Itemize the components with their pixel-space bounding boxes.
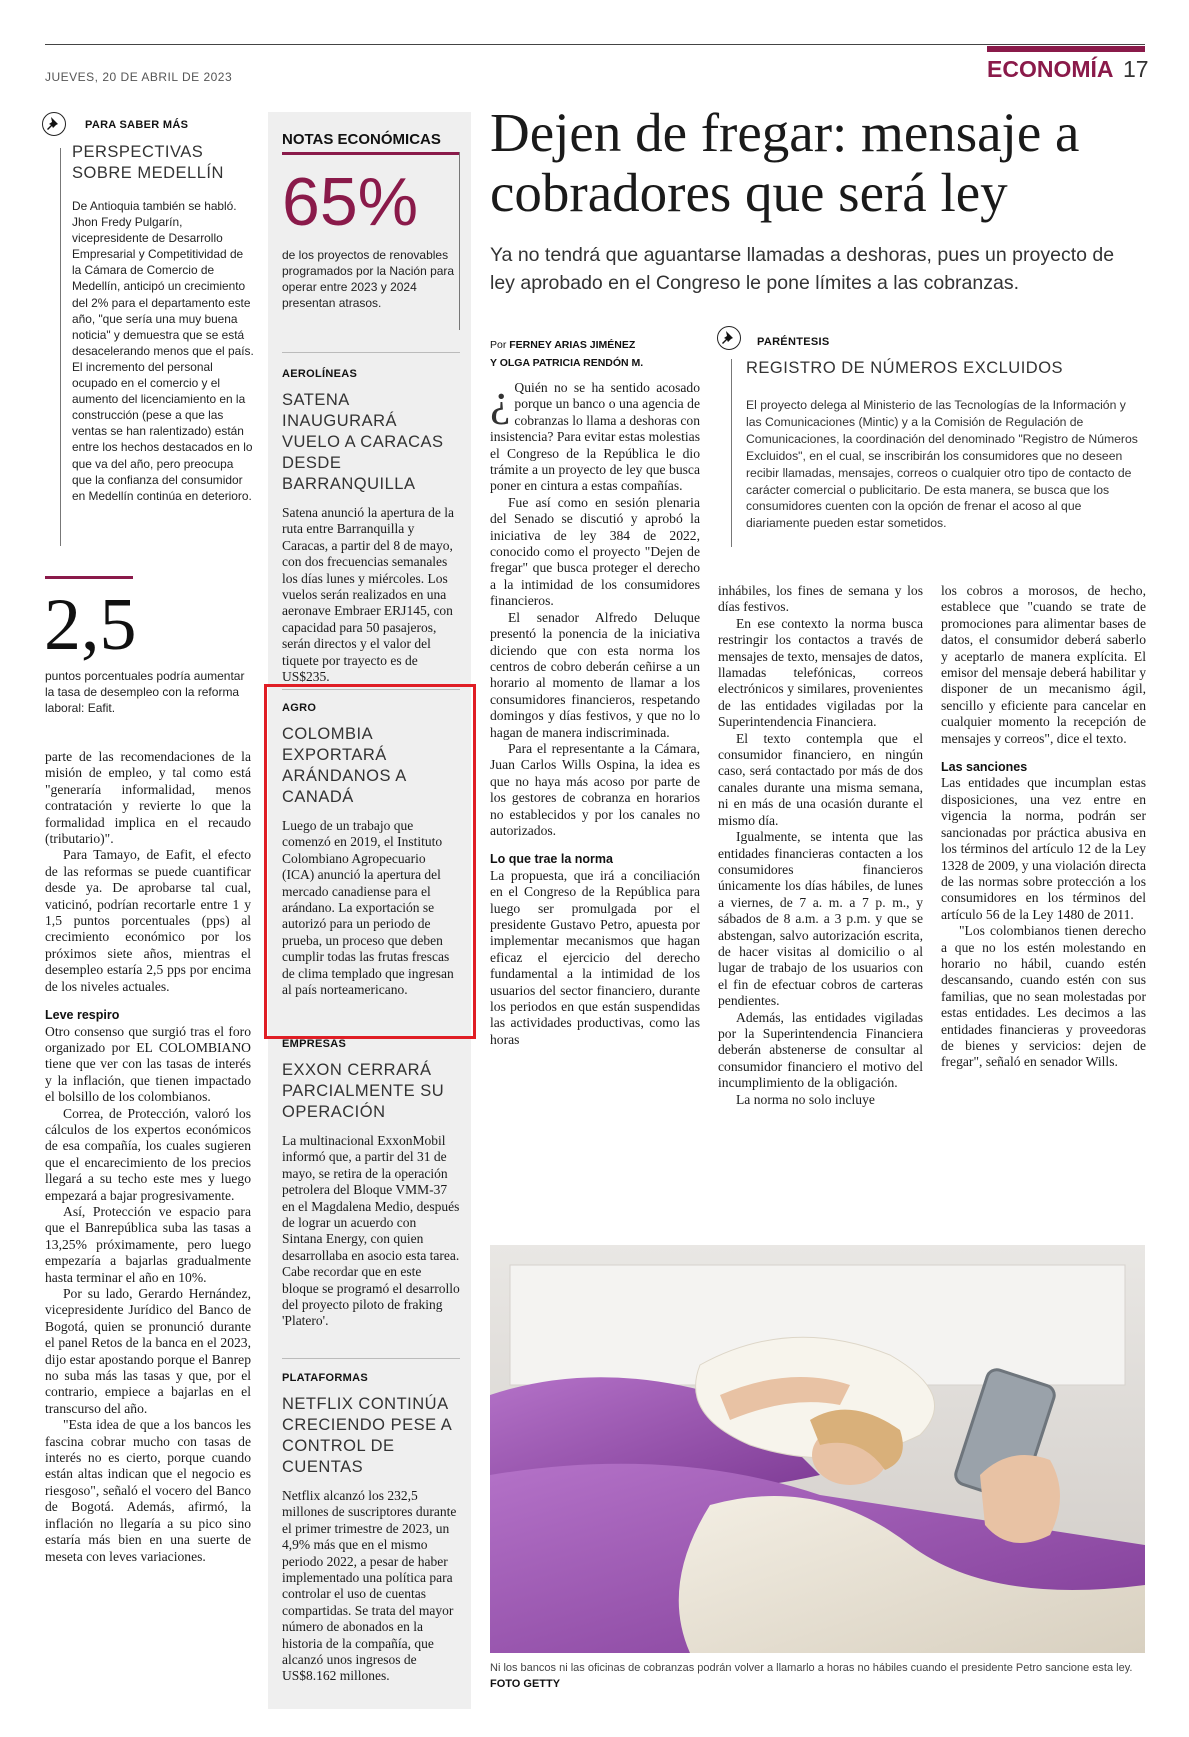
page-number: 17 [1123,56,1149,82]
note-text: Luego de un trabajo que comenzó en 2019, el Instituto Colombiano Agropecuario (ICA) anunció la apertura del mercado canadiense para el arándano. La exportación se autorizó para un periodo de prueba, un proceso que deben cumplir todas las frutas frescas de clima templado que ingresan al país norteamericano. [282,818,454,998]
paragraph: los cobros a morosos, de hecho, establece que "cuando se trate de promociones para alimentar bases de datos, el consumidor deberá saberlo y aceptarlo de manera explícita. El emisor del mensaje deberá habilitar y disponer de un mecanismo ágil, sencillo y eficiente para cancelar en cualquier momento la recepción de mensajes y correos", dice el texto. [941,583,1146,746]
paragraph: Las entidades que incumplan estas disposiciones, una vez entre en vigencia la norma, podrán ser sancionadas por práctica abusiva en los términos del artículo 12 de la Ley 1328 de 2009, y una violación directa de las normas sobre protección a los consumidores en los términos del artículo 56 de la Ley 1480 de 2011. [941,775,1146,922]
author-1: FERNEY ARIAS JIMÉNEZ [509,339,636,351]
section-label: ECONOMÍA [987,56,1114,82]
notas-economicas-title: NOTAS ECONÓMICAS [282,131,441,148]
note-head: COLOMBIA EXPORTARÁ ARÁNDANOS A CANADÁ [282,725,406,806]
paragraph: inhábiles, los fines de semana y los días festivos. [718,583,923,615]
note-kicker: AGRO [282,702,317,714]
stat-rule [45,576,133,579]
note-text: La multinacional ExxonMobil informó que, a partir del 31 de mayo, se retira de la operación petrolera del Bloque VMM-37 en el Magdalena Medio, después de lograr un acuerdo con Sintana Energy, con quien desarrollaba en asocio esta tarea. Cabe recordar que en este bloque se programó el desarrollo del proyecto piloto de fraking 'Platero'. [282,1133,460,1329]
paragraph: En ese contexto la norma busca restringir los contactos a través de mensajes de texto, mensajes de datos, llamadas telefónicas, correos electrónicos y similares, provenientes de las entidades vigiladas por la Superintendencia Financiera. [718,615,923,730]
note-head: EXXON CERRARÁ PARCIALMENTE SU OPERACIÓN [282,1061,445,1121]
paragraph: La propuesta, que irá a conciliación en el Congreso de la República para luego ser promulgada por el presidente Gustavo Petro, apuesta por implementar mecanismos que hagan eficaz el ejercicio del derecho fundamental a la intimidad de los usuarios del sector financiero, durante los periodos en que están suspendidas las actividades productivas, como las horas [490,867,700,1047]
notas-vertical-rule [459,152,460,330]
pushpin-icon [42,112,66,136]
paragraph: Otro consenso que surgió tras el foro organizado por EL COLOMBIANO tiene que ver con las tasas de interés y la inflación, que tienen impactado el bolsillo de los colombianos. [45,1023,251,1105]
column-1-body [45,749,251,1565]
note-head: NETFLIX CONTINÚA CRECIENDO PESE A CONTROL DE CUENTAS [282,1395,452,1476]
percentage-stat: 65% [282,164,419,240]
parentesis-title: REGISTRO DE NÚMEROS EXCLUIDOS [746,359,1064,377]
subhead-leve-respiro: Leve respiro [45,1008,120,1023]
article-deck: Ya no tendrá que aguantarse llamadas a deshoras, pues un proyecto de ley aprobado en el Congreso le pone límites a las cobranzas. [490,244,1115,294]
paragraph: Para el representante a la Cámara, Juan Carlos Wills Ospina, la idea es que no haya más acoso por parte de los gestores de cobranza en horarios no establecidos y por los canales no autorizados. [490,740,700,838]
note-plataformas [282,1372,460,1685]
note-kicker: PLATAFORMAS [282,1372,368,1384]
paragraph: parte de las recomendaciones de la misión de empleo, y tal como está "generaría informalidad, menos contratación y revierte lo que la formalidad implica en el recaudo (tributario)". [45,749,251,847]
note-text: Satena anunció la apertura de la ruta entre Barranquilla y Caracas, a partir del 8 de mayo, con dos frecuencias semanales los días lunes y miércoles. Los vuelos serán realizados en una aeronave Embraer ERJ145, con capacidad para 50 pasajeros, serán directos y el valor del tiquete por trayecto es de US$235. [282,505,455,685]
pushpin-icon [717,326,741,350]
stat-value: 2,5 [44,584,137,666]
parentesis-kicker: PARÉNTESIS [757,336,830,348]
article-column-b [718,583,923,1108]
saber-mas-title: PERSPECTIVAS SOBRE MEDELLÍN [72,143,224,182]
photo-credit: FOTO GETTY [490,1678,561,1690]
note-aerolineas [282,368,460,685]
paragraph: Correa, de Protección, valoró los cálculos de los expertos económicos de esa compañía, los cuales sugieren que el encarecimiento de los precios llegará a su techo este mes y luego empezará a bajar progresivamente. [45,1105,251,1203]
percentage-caption: de los proyectos de renovables programados por la Nación para operar entre 2023 y 2024 presentan atrasos. [282,248,455,310]
divider [282,352,460,353]
section-bar [987,46,1145,52]
paragraph: Para Tamayo, de Eafit, el efecto de las reformas se puede cuantificar desde ya. De aprobarse tal cual, vaticinó, podrían recortarle entre 1 y 1,5 puntos porcentuales (pps) al crecimiento económico por los próximos siete años, mientras el desempleo estaría 2,5 pps por encima de los niveles actuales. [45,847,251,994]
saber-mas-kicker: PARA SABER MÁS [85,119,189,131]
note-kicker: AEROLÍNEAS [282,368,358,380]
note-empresas [282,1038,460,1330]
saber-mas-rule [60,148,61,546]
paragraph: Igualmente, se intenta que las entidades financieras contacten a los consumidores financieros únicamente los días hábiles, de lunes a viernes, de 7 a. m. a 7 p. m., y sábados de 8 a.m. a 3 p.m. y que se abstengan, salvo autorización escrita, de hacer visitas al domicilio o al lugar de trabajo de los usuarios con el fin de efectuar cobros de carteras pendientes. [718,829,923,1009]
divider [282,1358,460,1359]
byline [490,336,643,372]
photo-hand [980,1455,1060,1543]
saber-mas-body: De Antioquia también se habló. Jhon Fredy Pulgarín, vicepresidente de Desarrollo Empresarial y Competitividad de la Cámara de Comercio de Medellín, anticipó un crecimiento del 2% para el departamento este año, "que sería una muy buena noticia" y demuestra que se está desacelerando menos que el país. El incremento del personal ocupado en el comercio y el aumento del licenciamiento en la construcción (pese a que las ventas se han ralentizado) están entre los hechos destacados en lo que va del año, pero preocupa que la confianza del consumidor en Medellín continúa en deterioro. [72,199,254,503]
drop-cap: ¿ [490,374,511,425]
subhead-lo-que-trae: Lo que trae la norma [490,852,613,867]
paragraph: El senador Alfredo Deluque presentó la ponencia de la iniciativa diciendo que con esta norma los centros de cobro deberán ceñirse a un horario al momento de llamar a los consumidores financieros, respetando domingos y días festivos, y que no lo hagan de manera indiscriminada. [490,609,700,740]
lead-paragraph [490,374,700,495]
paragraph: Además, las entidades vigiladas por la Superintendencia Financiera deberán abstenerse de consultar al consumidor financiero el motivo del incumplimiento de la obligación. [718,1009,923,1091]
paragraph: La norma no solo incluye [736,1091,875,1107]
note-head: SATENA INAUGURARÁ VUELO A CARACAS DESDE BARRANQUILLA [282,391,444,493]
article-column-c [941,583,1146,1071]
stat-caption: puntos porcentuales podría aumentar la tasa de desempleo con la reforma laboral: Eafit. [45,669,245,715]
parentesis-body: El proyecto delega al Ministerio de las Tecnologías de la Información y las Comunicaciones (Mintic) y a la Comisión de Regulación de Comunicaciones, la coordinación del denominado "Registro de Números Excluidos", en el cual, se inscribirán los consumidores que no deseen recibir llamadas, mensajes, correos o cualquier otro tipo de contacto de carácter comercial o publicitario. De esta manera, se busca que los consumidores cuenten con la opción de frenar el acoso al que diariamente pueden estar sometidos. [746,398,1138,531]
paragraph: "Esta idea de que a los bancos les fascina cobrar mucho con tasas de interés no es cierto, porque cuando están altas indican que el negocio es riesgoso", señaló el vocero del Banco de Bogotá. Además, afirmó, la inflación no llegaría a su pico sino estaría más bien en una suerte de meseta con leves variaciones. [45,1417,251,1564]
notas-rule [282,152,459,155]
top-rule [45,44,1145,45]
paragraph: Fue así como en sesión plenaria del Senado se discutió y aprobó la iniciativa de ley 384 de 2022, conocido como el proyecto "Dejen de fregar" que busca proteger el derecho a la intimidad de los consumidores financieros. [490,494,700,609]
byline-prefix: Por [490,339,507,351]
paragraph: "Los colombianos tienen derecho a que no los estén molestando en horario no hábil, cuando estén descansando, cuando estén con sus familias, que no sean molestadas por estas entidades. Les decimos a las entidades financieras y proveedoras de bienes y servicios: dejen de fregar", señaló en senador Wills. [941,923,1146,1070]
paragraph: Así, Protección ve espacio para que el Banrepública suba las tasas a 13,25% próximamente, pero luego empezaría a bajarlas gradualmente hasta terminar el año en 10%. [45,1203,251,1285]
parentesis-rule [731,359,732,547]
lead-text: Quién no se ha sentido acosado porque un banco o una agencia de cobranzas lo llama a deshoras con insistencia? Para evitar estas molestias el Congreso de la República le dio trámite a un proyecto de ley que busca poner en cintura a estas compañías. [490,380,700,494]
caption-text: Ni los bancos ni las oficinas de cobranzas podrán volver a llamarlo a horas no hábiles cuando el presidente Petro sancione esta ley. [490,1662,1133,1674]
paragraph: Por su lado, Gerardo Hernández, vicepresidente Jurídico del Banco de Bogotá, quien se pronunció durante el panel Retos de la banca en el 2023, dijo estar apostando porque el Banrep no suba más las tasas y que, por el contrario, empiece a bajarlas en el transcurso del año. [45,1286,251,1416]
article-column-a [490,374,700,1048]
author-2: Y OLGA PATRICIA RENDÓN M. [490,357,644,369]
article-headline: Dejen de fregar: mensaje a cobradores que será ley [490,102,1080,223]
date-line: JUEVES, 20 DE ABRIL DE 2023 [45,70,233,84]
agro-highlight-box [264,684,476,1039]
photo-caption [490,1660,1150,1692]
note-text: Netflix alcanzó los 232,5 millones de suscriptores durante el primer trimestre de 2023, un 4,9% más que en el mismo periodo 2022, a pesar de haber implementado una política para controlar el uso de cuentas compartidas. Se trata del mayor número de abonados en la historia de la compañía, que alcanzó unos ingresos de US$8.162 millones. [282,1488,457,1684]
note-kicker: EMPRESAS [282,1038,347,1050]
article-photo [490,1245,1145,1653]
paragraph: El texto contempla que el consumidor financiero, en ningún caso, será contactado por más de dos canales durante una misma semana, ni en más de una ocasión durante el mismo día. [718,730,923,828]
subhead-las-sanciones: Las sanciones [941,760,1028,775]
